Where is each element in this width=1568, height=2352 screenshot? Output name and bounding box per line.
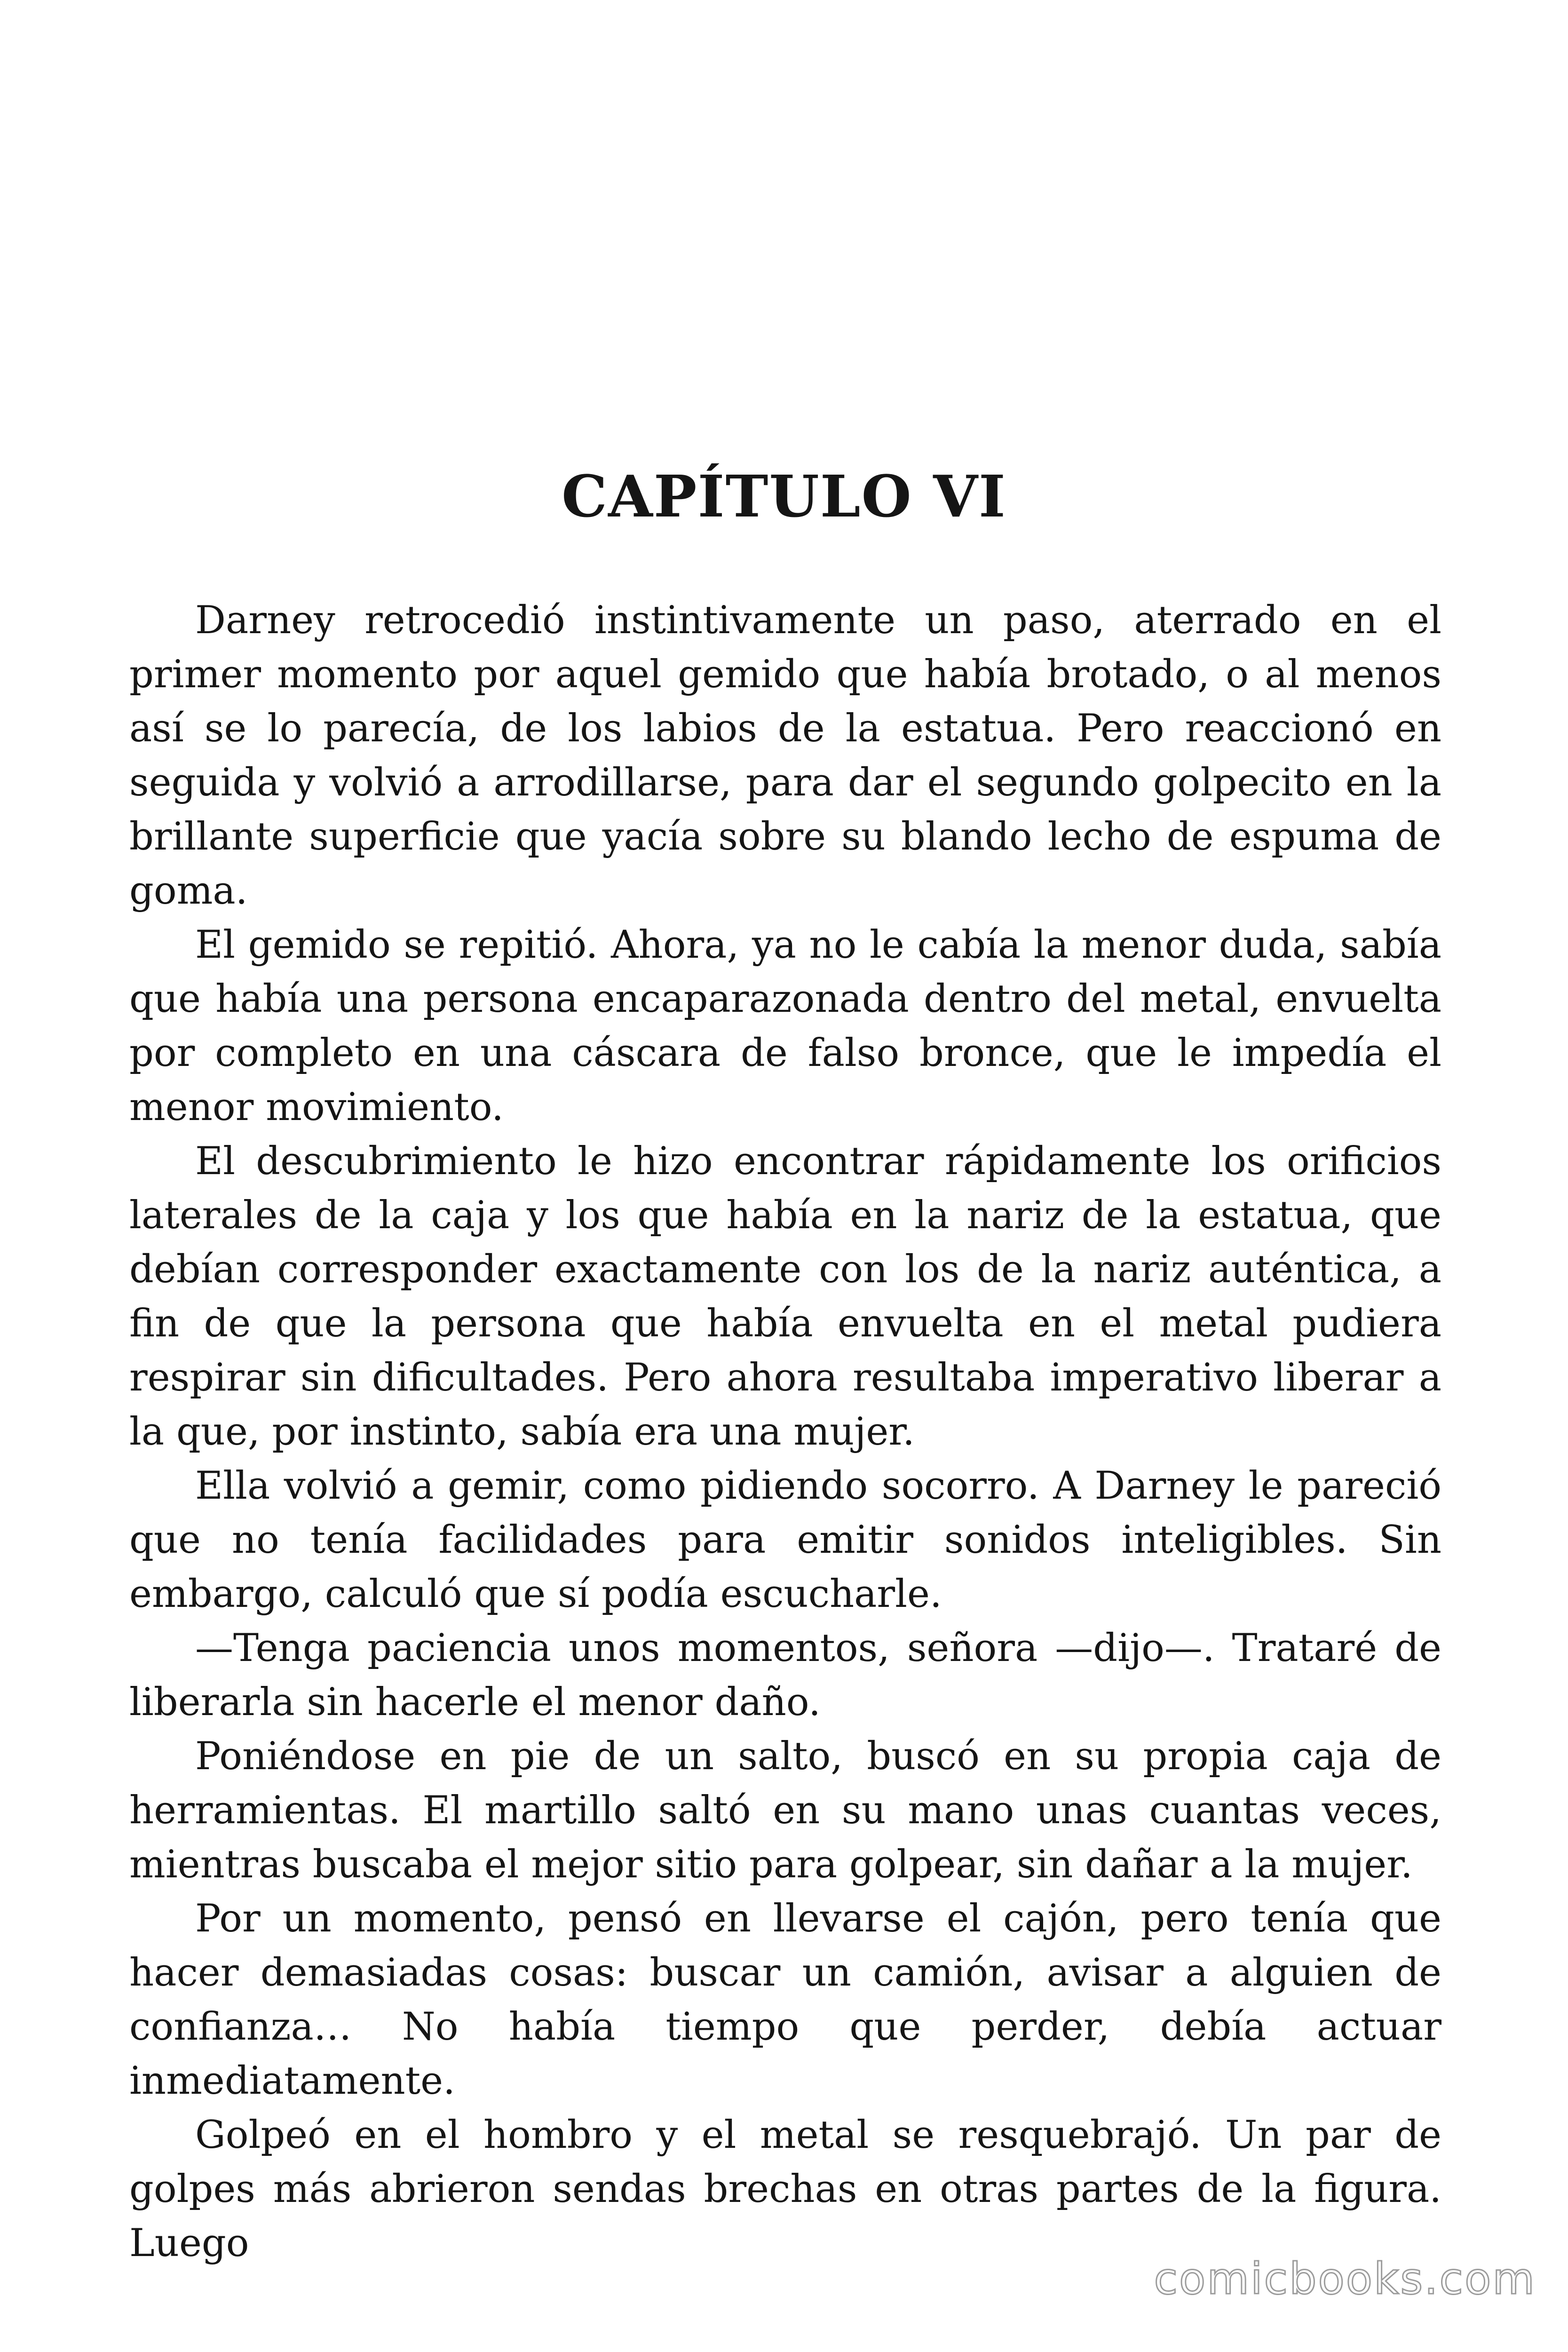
- paragraph: Poniéndose en pie de un salto, buscó en su propia caja de herramientas. El martillo saltó en su mano unas cuantas veces, mientras buscaba el mejor sitio para golpear, sin dañar a la mujer.: [129, 1734, 1441, 1887]
- chapter-title: CAPÍTULO VI: [562, 462, 1006, 530]
- watermark: comicbooks.com: [1154, 2254, 1536, 2304]
- chapter-body: [129, 594, 1441, 2271]
- paragraph: Ella volvió a gemir, como pidiendo socorro. A Darney le pareció que no tenía facilidades para emitir sonidos inteligibles. Sin embargo, calculó que sí podía escucharle.: [129, 1464, 1441, 1616]
- paragraph: Darney retrocedió instintivamente un paso, aterrado en el primer momento por aquel gemido que había brotado, o al menos así se lo parecía, de los labios de la estatua. Pero reaccionó en seguida y volvió a arrodillarse, para dar el segundo golpecito en la brillante superficie que yacía sobre su blando lecho de espuma de goma.: [129, 598, 1441, 913]
- paragraph: Por un momento, pensó en llevarse el cajón, pero tenía que hacer demasiadas cosas: buscar un camión, avisar a alguien de confianza… No había tiempo que perder, debía actuar inmediatamente.: [129, 1897, 1441, 2103]
- paragraph: Golpeó en el hombro y el metal se resquebrajó. Un par de golpes más abrieron sendas brechas en otras partes de la figura. Luego: [129, 2113, 1441, 2265]
- paragraph: El descubrimiento le hizo encontrar rápidamente los orificios laterales de la caja y los que había en la nariz de la estatua, que debían corresponder exactamente con los de la nariz auténtica, a fin de que la persona que había envuelta en el metal pudiera respirar sin dificultades. Pero ahora resultaba imperativo liberar a la que, por instinto, sabía era una mujer.: [129, 1139, 1441, 1454]
- paragraph: El gemido se repitió. Ahora, ya no le cabía la menor duda, sabía que había una persona encaparazonada dentro del metal, envuelta por completo en una cáscara de falso bronce, que le impedía el menor movimiento.: [129, 923, 1441, 1129]
- paragraph: —Tenga paciencia unos momentos, señora —dijo—. Trataré de liberarla sin hacerle el menor daño.: [129, 1626, 1441, 1724]
